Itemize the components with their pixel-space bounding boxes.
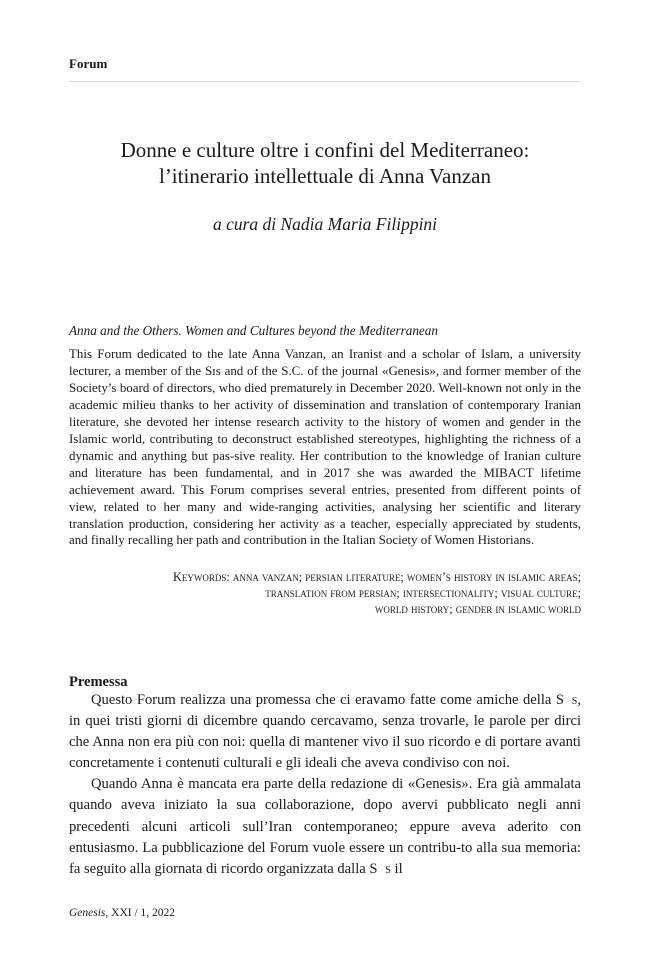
- keywords-line-2: translation from persian; intersectionality; visual culture;: [265, 586, 581, 600]
- paragraph-1: [69, 690, 581, 774]
- abstract-body: This Forum dedicated to the late Anna Vanzan, an Iranist and a scholar of Islam, a university lecturer, a member of the Sɪs and of the S.C. of the journal «Genesis», and former member of the Society’s board of directors, who died prematurely in December 2020. Well-known not only in the academic milieu thanks to her activity of dissemination and translation of contemporary Iranian literature, she devoted her intense research activity to the history of women and gender in the Islamic world, contributing to deconstruct established stereotypes, highlighting the richness of a dynamic and anything but pas-sive reality. Her contribution to the knowledge of Iranian culture and literature has been fundamental, and in 2017 she was awarded the MIBACT lifetime achievement award. This Forum comprises several entries, presented from different points of view, related to her many and wide-ranging activities, analysing her scientific and literary translation production, considering her activity as a teacher, especially appreciated by students, and finally recalling her path and contribution in the Italian Society of Women Historians.: [69, 346, 581, 548]
- keywords-label: Keywords:: [173, 570, 230, 584]
- paragraph-2-text-a: Quando Anna è mancata era parte della redazione di «Genesis». Era già ammalata quando aveva iniziato la sua collaborazione, dopo avervi pubblicato negli anni precedenti alcuni articoli sull’Iran contemporaneo; eppure aveva aderito con entusiasmo. La pubblicazione del Forum vuole essere un contribu-to alla sua memoria: fa seguito alla giornata di ricordo organizzata dalla: [69, 776, 581, 877]
- title-line-2: l’itinerario intellettuale di Anna Vanzan: [158, 164, 491, 188]
- keywords: [69, 569, 581, 617]
- editor-credit: a cura di Nadia Maria Filippini: [212, 214, 438, 234]
- paragraph-1-sis: Sɪs: [555, 692, 578, 708]
- page-footer: [69, 907, 581, 919]
- body-text: [69, 690, 581, 880]
- section-heading-premessa: Premessa: [69, 674, 128, 690]
- paragraph-2-text-b: il: [390, 860, 403, 877]
- paragraph-2: [69, 774, 581, 879]
- running-header: Forum: [69, 56, 108, 71]
- paragraph-2-sis: Sɪs: [369, 860, 391, 877]
- keywords-text-1: anna vanzan; persian literature; women’s history in islamic areas;: [232, 570, 581, 584]
- header-divider: [69, 81, 581, 82]
- title-line-1: Donne e culture oltre i confini del Mediterraneo:: [120, 138, 530, 162]
- paragraph-1-text-b: , in quei tristi giorni di dicembre quando cercavamo, senza trovarle, le parole per dirci che Anna non era più con noi: quella di mantener vivo il suo ricordo e di portare avanti concretamente i contenuti culturali e gli ideali che aveva condiviso con noi.: [69, 692, 581, 772]
- paragraph-1-text-a: Questo Forum realizza una promessa che ci eravamo fatte come amiche della: [91, 692, 556, 708]
- keywords-line-3: world history; gender in islamic world: [374, 602, 581, 616]
- footer-journal: Genesis: [69, 907, 106, 919]
- keywords-line-1: [69, 569, 581, 585]
- abstract-title: Anna and the Others. Women and Cultures beyond the Mediterranean: [69, 323, 438, 338]
- article-title: [69, 137, 581, 189]
- footer-issue: , XXI / 1, 2022: [105, 907, 176, 919]
